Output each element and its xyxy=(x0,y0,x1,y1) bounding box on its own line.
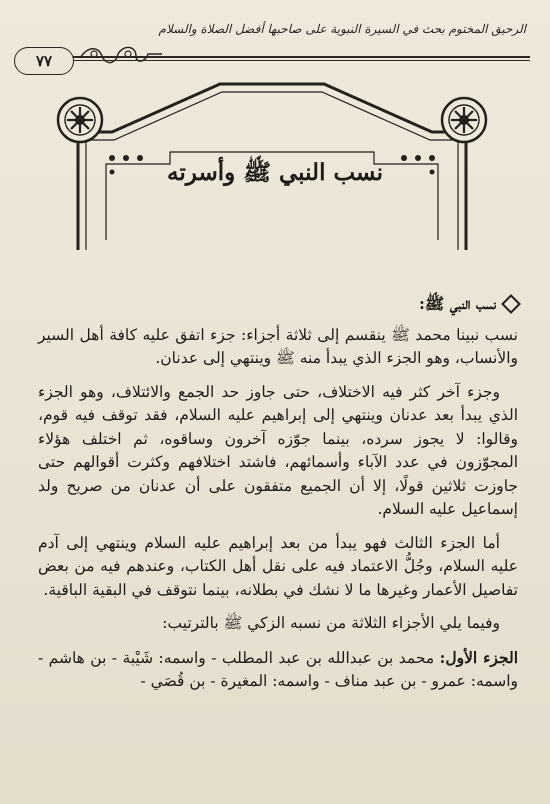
header-ornament-icon xyxy=(76,40,166,70)
part-one-text: محمد بن عبدالله بن عبد المطلب - واسمه: شَيْبة - بن هاشم - واسمه: عمرو - بن عبد مناف - واسمه: المغيرة - بن قُصَي - xyxy=(38,648,518,690)
paragraph-4: وفيما يلي الأجزاء الثلاثة من نسبه الزكي ﷺ بالترتيب: xyxy=(162,614,500,632)
paragraph-2: وجزء آخر كثر فيه الاختلاف، حتى جاوز حد الجمع والائتلاف، وهو الجزء الذي يبدأ بعد عدنان وينتهي إلى إبراهيم عليه السلام، فقد توقف فيه قوم، وقالوا: لا يجوز سرده، بينما جوّزه آخرون وساقوه، ثم اختلف هؤلاء المجوّزون في عدد الآباء وأسمائهم، فاشتد اختلافهم وكثرت أقوالهم حتى جاوزت ثلاثين قولًا، إلا أن الجميع متفقون على أن عدنان من صريح ولد إسماعيل عليه السلام. xyxy=(38,382,518,518)
right-rosette-icon xyxy=(442,98,486,142)
body-text xyxy=(38,292,518,704)
chapter-title: نسب النبي ﷺ وأسرته xyxy=(167,159,383,186)
paragraph-3: أما الجزء الثالث فهو يبدأ من بعد إبراهيم عليه السلام وينتهي إلى آدم عليه السلام، وجُلُّ الاعتماد فيه على نقل أهل الكتاب، وعندهم فيه من بعض تفاصيل الأعمار وغيرها ما لا نشك في بطلانه، بينما نتوقف في البقية الباقية. xyxy=(38,533,518,599)
left-rosette-icon xyxy=(58,98,102,142)
section-heading-text: نسب النبي ﷺ: xyxy=(419,294,496,313)
part-one-label: الجزء الأول: xyxy=(439,647,518,667)
part-one-paragraph xyxy=(38,646,518,694)
paragraph-1: نسب نبينا محمد ﷺ ينقسم إلى ثلاثة أجزاء: جزء اتفق عليه كافة أهل السير والأنساب، وهو الجزء الذي يبدأ منه ﷺ وينتهي إلى عدنان. xyxy=(38,325,518,367)
page-number: ٧٧ xyxy=(14,47,74,75)
running-title: الرحيق المختوم بحث في السيرة النبوية على صاحبها أفضل الصلاة والسلام xyxy=(158,22,526,36)
section-heading xyxy=(38,292,518,316)
diamond-bullet-icon xyxy=(501,294,521,314)
